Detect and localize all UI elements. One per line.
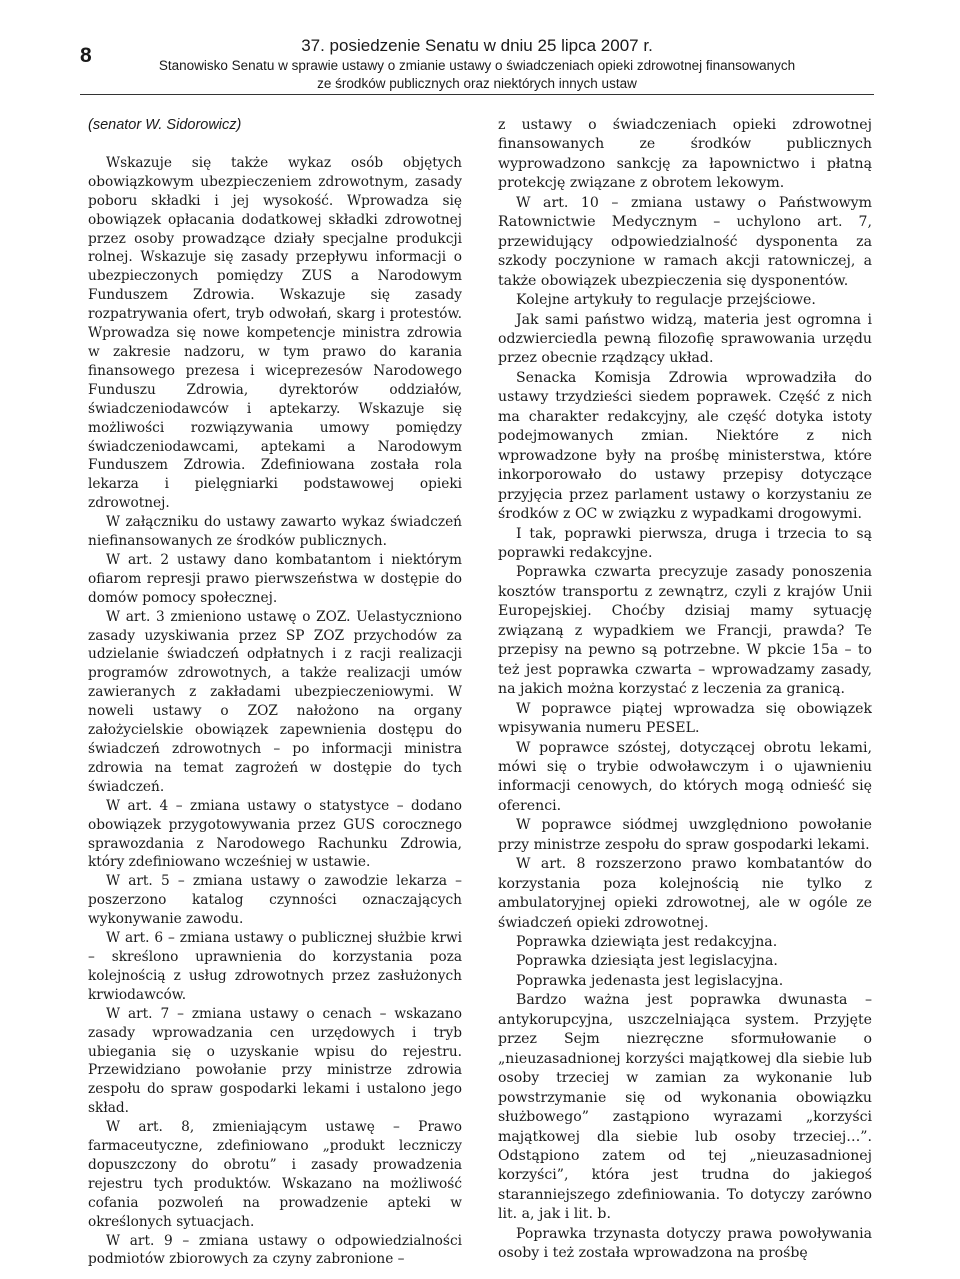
paragraph: W art. 10 – zmiana ustawy o Państwowym Ratownictwie Medycznym – uchylono art. 7, przewidujący odpowiedzialność dysponenta za szkody poczynione w ramach akcji ratowniczej, a także obowiązek ubezpieczenia się dysponentów. [498,194,872,289]
paragraph: Poprawka jedenasta jest legislacyjna. [516,972,784,989]
paragraph: W art. 6 – zmiana ustawy o publicznej służbie krwi – skreślono uprawnienia do korzystania poza kolejnością z usług zdrowotnych przez zasłużonych krwiodawców. [88,930,462,1003]
paragraph: I tak, poprawki pierwsza, druga i trzecia to są poprawki redakcyjne. [498,525,872,561]
speaker-label: (senator W. Sidorowicz) [88,117,242,133]
paragraph: Bardzo ważna jest poprawka dwunasta – antykorupcyjna, uszczelniająca system. Przyjęte przez Sejm niezręczne sformułowanie o „nieuzasadnionej korzyści majątkowej dla siebie lub osoby trzeciej w zamian za wykonanie lub powstrzymanie się od wykonania obowiązku służbowego” zastąpiono wyrazami „korzyści majątkowej dla siebie lub osoby trzeciej…”. Odstąpiono zatem od tej „nieuzasadnionej korzyści”, która jest trudna do jakiegoś staranniejszego zdefiniowania. To dotyczy zarówno lit. a, jak i lit. b. [498,992,872,1223]
paragraph: W art. 2 ustawy dano kombatantom i niektórym ofiarom represji prawo pierwszeństwa w dostępie do domów pomocy społecznej. [88,551,462,606]
paragraph: W poprawce piątej wprowadza się obowiązek wpisywania numeru PESEL. [498,700,872,737]
page-number: 8 [80,44,92,67]
paragraph: W poprawce siódmej uwzględniono powołanie przy ministrze zespołu do spraw gospodarki lekami. [498,817,872,853]
document-subtitle-line-1: Stanowisko Senatu w sprawie ustawy o zmianie ustawy o świadczeniach opieki zdrowotnej finansowanych [158,58,796,73]
paragraph: W art. 9 – zmiana ustawy o odpowiedzialności podmiotów zbiorowych za czyny zabronione – [88,1232,462,1268]
paragraph: Poprawka dziewiąta jest redakcyjna. [516,934,778,951]
paragraph: W art. 5 – zmiana ustawy o zawodzie lekarza – poszerzono katalog czynności oznaczających wykonywanie zawodu. [88,873,462,928]
paragraph: W art. 7 – zmiana ustawy o cenach – wskazano zasady wprowadzania cen urzędowych i tryb ubiegania się o uzyskanie wpisu do rejestru. Przewidziano powołanie przy ministrze zdrowia zespołu do spraw gospodarki lekami i ustalono jego skład. [88,1005,462,1117]
paragraph: W art. 8 rozszerzono prawo kombatantów do korzystania poza kolejnością nie tylko z ambulatoryjnej opieki zdrowotnej, ale w ogóle ze świadczeń opieki zdrowotnej. [498,856,872,931]
paragraph: W art. 4 – zmiana ustawy o statystyce – dodano obowiązek przygotowywania przez GUS corocznego sprawozdania z Narodowego Rachunku Zdrowia, który zdefiniowano wcześniej w ustawie. [88,797,462,871]
paragraph: W załączniku do ustawy zawarto wykaz świadczeń niefinansowanych ze środków publicznych. [88,514,462,550]
header-divider [80,94,874,95]
paragraph: Jak sami państwo widzą, materia jest ogromna i odzwierciedla pewną filozofię sprawowania urzędu przez obecnie rządzący układ. [498,311,872,367]
session-title: 37. posiedzenie Senatu w dniu 25 lipca 2007 r. [301,36,653,55]
right-column [498,116,872,1276]
left-column [88,116,462,1276]
page-header [80,36,874,98]
paragraph: Kolejne artykuły to regulacje przejściowe. [516,292,816,309]
paragraph: W art. 3 zmieniono ustawę o ZOZ. Uelastyczniono zasady uzyskiwania przez SP ZOZ przychodów za udzielanie świadczeń odpłatnych i z racji realizacji programów zdrowotnych, a także realizacji umów zawieranych z zakładami ubezpieczeniowymi. W noweli ustawy o ZOZ nałożono na organy założycielskie obowiązek zapewnienia dostępu do świadczeń zdrowotnych – po informacji ministra zdrowia na temat zagrożeń w dostępie do tych świadczeń. [88,608,462,795]
paragraph: W poprawce szóstej, dotyczącej obrotu lekami, mówi się o trybie odwoławczym i o ujawnieniu informacji cenowych, do których mogą odnieść się oferenci. [498,739,872,814]
paragraph: Poprawka trzynasta dotyczy prawa powoływania osoby i też została wprowadzona na prośbę [498,1225,872,1262]
paragraph: Wskazuje się także wykaz osób objętych obowiązkowym ubezpieczeniem zdrowotnym, zasady poboru składki i jej wysokość. Wprowadza się obowiązek opłacania dodatkowej składki zdrowotnej przez osoby prowadzące działy specjalne produkcji rolnej. Wskazuje się zasady przepływu informacji o ubezpieczonych pomiędzy ZUS a Narodowym Funduszem Zdrowia. Wskazuje się zasady rozpatrywania ofert, tryb odwołań, skarg i protestów. Wprowadza się nowe kompetencje ministra zdrowia w zakresie nadzoru, w tym prawo do karania finansowego prezesa i wiceprezesów Narodowego Funduszu Zdrowia, dyrektorów oddziałów, świadczeniodawców i aptekarzy. Wskazuje się możliwości rozwiązywania umowy pomiędzy świadczeniodawcami, aptekami a Narodowym Funduszem Zdrowia. Zdefiniowana została rola lekarza i pielęgniarki podstawowej opieki zdrowotnej. [88,154,462,512]
paragraph: Poprawka dziesiąta jest legislacyjna. [516,953,778,970]
document-subtitle-line-2: ze środków publicznych oraz niektórych innych ustaw [317,76,637,91]
paragraph: W art. 8, zmieniającym ustawę – Prawo farmaceutyczne, zdefiniowano „produkt leczniczy dopuszczony do obrotu” i zasady prowadzenia rejestru tych produktów. Wskazano na możliwość cofania pozwoleń na prowadzenie apteki w określonych sytuacjach. [88,1119,462,1230]
paragraph: z ustawy o świadczeniach opieki zdrowotnej finansowanych ze środków publicznych wyprowadzono sankcję za łapownictwo i płatną protekcję związane z obrotem lekowym. [498,117,872,192]
paragraph: Senacka Komisja Zdrowia wprowadziła do ustawy trzydzieści siedem poprawek. Część z nich ma charakter redakcyjny, ale część dotyka istoty podejmowanych zmian. Niektóre z nich wprowadzone były na prośbę ministerstwa, które inkorporowało do ustawy przepisy dotyczące przyjęcia przez parlament ustawy o korzystaniu ze środków z OC w związku z wypadkami drogowymi. [498,369,872,523]
paragraph: Poprawka czwarta precyzuje zasady ponoszenia kosztów transportu z zewnątrz, czyli z krajów Unii Europejskiej. Choćby dzisiaj mamy sytuację związaną z wypadkiem we Francji, prawda? Te przepisy na pewno są potrzebne. W pkcie 15a – to też jest poprawka czwarta – wprowadzamy zasady, na jakich można korzystać z leczenia za granicą. [498,564,872,698]
